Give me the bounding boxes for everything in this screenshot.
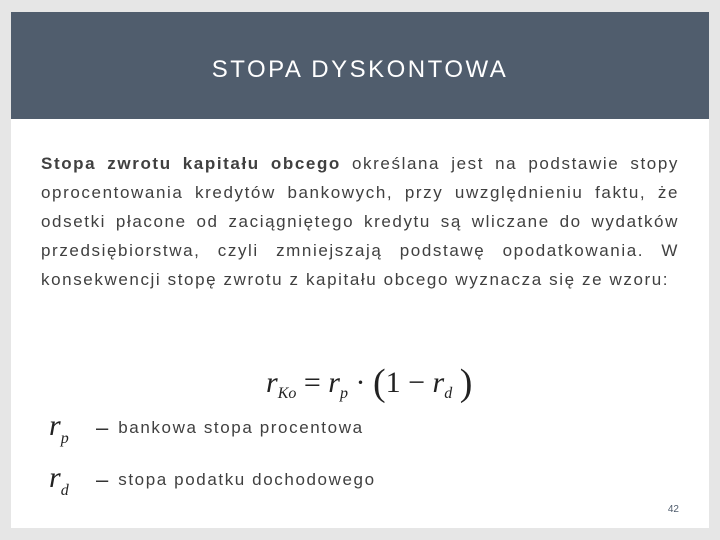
formula-rp-symbol: r [328, 366, 340, 399]
definition-symbol: $r_p$ [49, 408, 69, 447]
body-paragraph [41, 149, 679, 294]
bold-term: Stopa zwrotu kapitału obcego [41, 154, 341, 173]
formula-rd-subscript: d [444, 385, 453, 402]
slide-title: STOPA DYSKONTOWA [211, 55, 509, 83]
formula-open-paren: ( [372, 362, 386, 404]
formula-equals: = [303, 366, 321, 399]
formula-minus: − [408, 366, 426, 399]
formula [266, 361, 472, 405]
definition-rd [49, 460, 376, 500]
paragraph-text: określana jest na podstawie stopy oprocentowania kredytów bankowych, przy uwzględnieniu faktu, że odsetki płacone od zaciągniętego kredytu są wliczane do wydatków przedsiębiorstwa, czyli zmniejszają podstawę opodatkowania. W konsekwencji stopę zwrotu z kapitału obcego wyznacza się ze wzoru: [41, 154, 679, 289]
formula-lhs-subscript: Ko [277, 385, 297, 402]
slide [11, 12, 709, 528]
definition-rp [49, 408, 364, 448]
formula-dot: · [355, 366, 366, 399]
page-number: 42 [667, 504, 679, 515]
definition-dash: – [96, 467, 109, 492]
definition-text: bankowa stopa procentowa [118, 418, 364, 437]
definition-symbol: $r_d$ [49, 460, 69, 499]
definition-dash: – [96, 415, 109, 440]
formula-close-paren: ) [459, 362, 473, 404]
title-bar [11, 12, 709, 119]
formula-rp-subscript: p [339, 385, 348, 402]
formula-one: 1 [385, 366, 401, 399]
formula-lhs-symbol: r [266, 366, 278, 399]
definition-text: stopa podatku dochodowego [118, 470, 376, 489]
formula-rd-symbol: r [432, 366, 445, 399]
